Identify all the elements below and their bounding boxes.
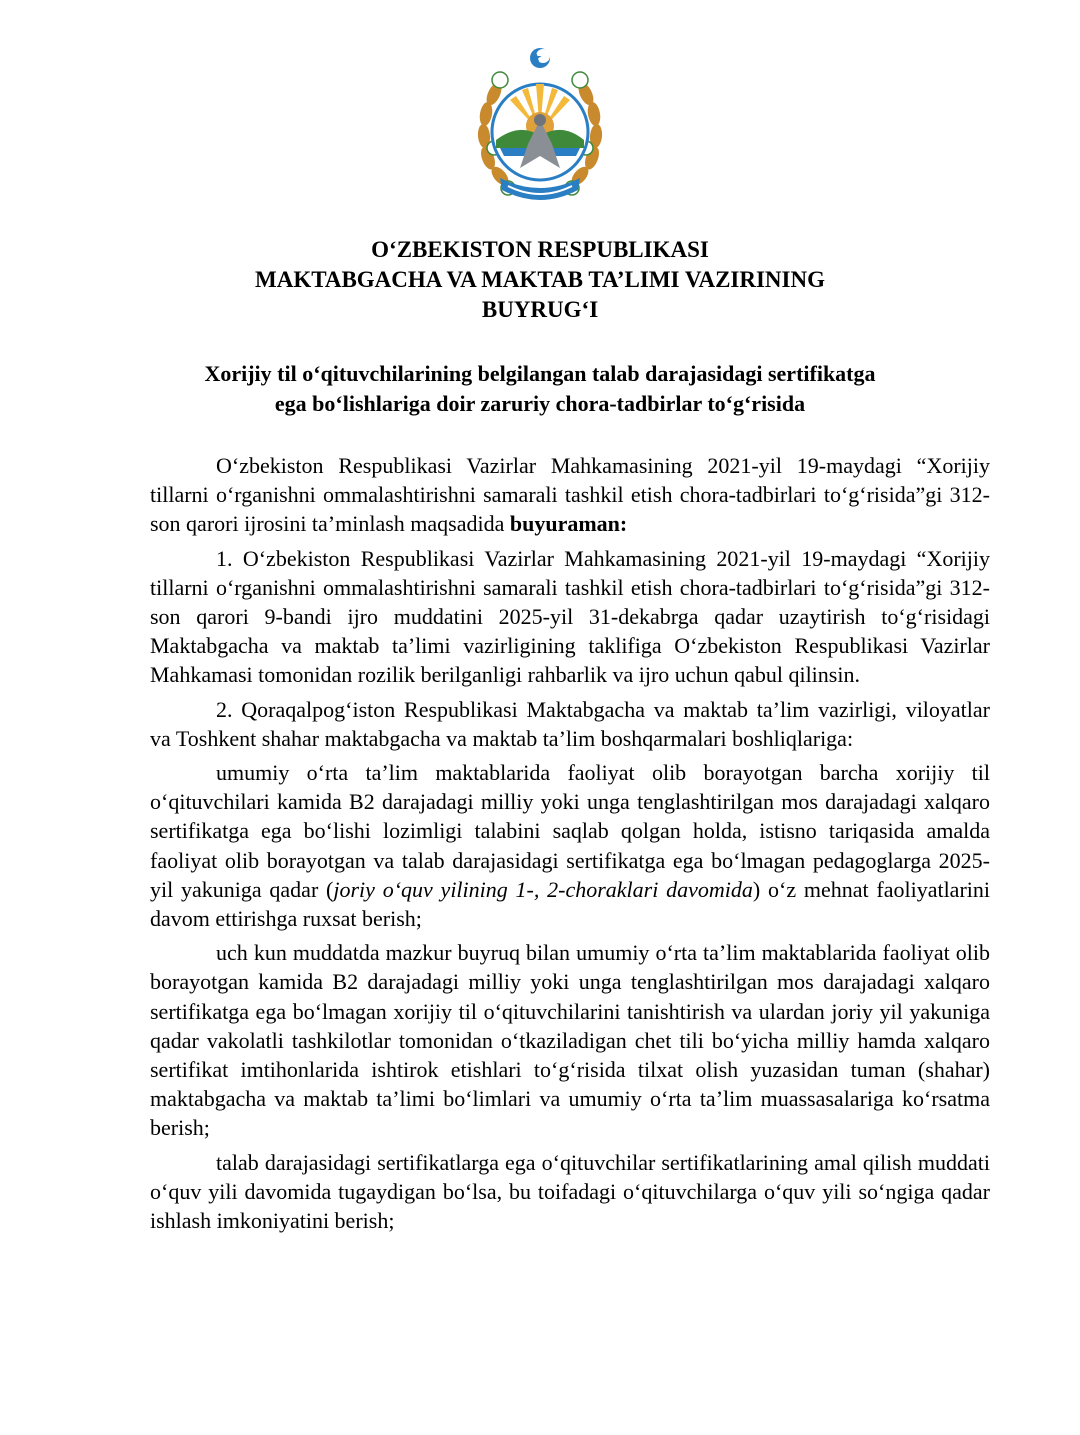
document-title — [150, 359, 930, 419]
sub-item-1-text-after: ) o‘z mehnat faoliyatlarini davom ettirishga ruxsat berish; — [150, 876, 990, 932]
preamble-bold: buyuraman: — [509, 511, 628, 537]
item-2-paragraph: 2. Qoraqalpog‘iston Respublikasi Maktabgacha va maktab ta’lim vazirligi, viloyatlar va Toshkent shahar maktabgacha va maktab ta’lim boshqarmalari boshliqlariga: — [150, 696, 990, 751]
document-header — [100, 235, 980, 325]
title-line-1: Xorijiy til o‘qituvchilarining belgilangan talab darajasidagi sertifikatga — [204, 361, 876, 386]
sub-item-1-text-before: umumiy o‘rta ta’lim maktablarida faoliyat olib borayotgan barcha xorijiy til o‘qituvchilari kamida B2 darajadagi milliy yoki unga tenglashtirilgan mos darajadagi xalqaro sertifikatga ega bo‘lishi lozimligi talabini saqlab qolgan holda, istisno tariqasida amalda faoliyat olib borayotgan va talab darajasidagi sertifikatga ega bo‘lmagan pedagoglarga 2025-yil yakuniga qadar ( — [150, 760, 990, 902]
sub-item-3-paragraph: talab darajasidagi sertifikatlarga ega o‘qituvchilar sertifikatlarining amal qilish muddati o‘quv yili davomida tugaydigan bo‘lsa, bu toifadagi o‘qituvchilarga o‘quv yili so‘ngiga qadar ishlash imkoniyatini berish; — [150, 1149, 990, 1234]
sub-item-2-paragraph: uch kun muddatda mazkur buyruq bilan umumiy o‘rta ta’lim maktablarida faoliyat olib borayotgan kamida B2 darajadagi milliy yoki unga tenglashtirilgan mos darajadagi xalqaro sertifikatga ega bo‘lmagan xorijiy til o‘qituvchilarini tanishtirish va ulardan joriy yil yakuniga qadar vakolatli tashkilotlar tomonidan o‘tkaziladigan chet tili bo‘yicha milliy hamda xalqaro sertifikat imtihonlarida ishtirok etishlari to‘g‘risida tilxat olish yuzasidan tuman (shahar) maktabgacha va maktab ta’limi bo‘limlari va umumiy o‘rta ta’lim muassasalariga ko‘rsatma berish; — [150, 940, 990, 1141]
title-line-2: ega bo‘lishlariga doir zaruriy chora-tadbirlar to‘g‘risida — [274, 391, 806, 416]
header-line-1: O‘ZBEKISTON RESPUBLIKASI — [371, 237, 709, 262]
header-line-3: BUYRUG‘I — [481, 297, 599, 322]
preamble-text: O‘zbekiston Respublikasi Vazirlar Mahkamasining 2021-yil 19-maydagi “Xorijiy tillarni o‘rganishni ommalashtirishni samarali tashkil etish chora-tadbirlari to‘g‘risida”gi 312-son qarori ijrosini ta’minlash maqsadida — [150, 453, 990, 537]
header-line-2: MAKTABGACHA VA MAKTAB TA’LIMI VAZIRINING — [255, 267, 825, 292]
document-body — [150, 451, 990, 1240]
sub-item-1-paragraph — [150, 758, 990, 933]
item-1-paragraph: 1. O‘zbekiston Respublikasi Vazirlar Mahkamasining 2021-yil 19-maydagi “Xorijiy tillarni o‘rganishni ommalashtirishni samarali tashkil etish chora-tadbirlari to‘g‘risida”gi 312-son qarori 9-bandi ijro muddatini 2025-yil 31-dekabrga qadar uzaytirish to‘g‘risidagi Maktabgacha va maktab ta’limi vazirligining taklifiga O‘zbekiston Respublikasi Vazirlar Mahkamasi tomonidan rozilik berilganligi rahbarlik va ijro uchun qabul qilinsin. — [150, 545, 990, 688]
preamble-paragraph — [150, 451, 990, 539]
state-emblem-icon — [470, 40, 610, 212]
sub-item-1-italic: joriy o‘quv yilining 1-, 2-choraklari davomida — [333, 876, 753, 902]
